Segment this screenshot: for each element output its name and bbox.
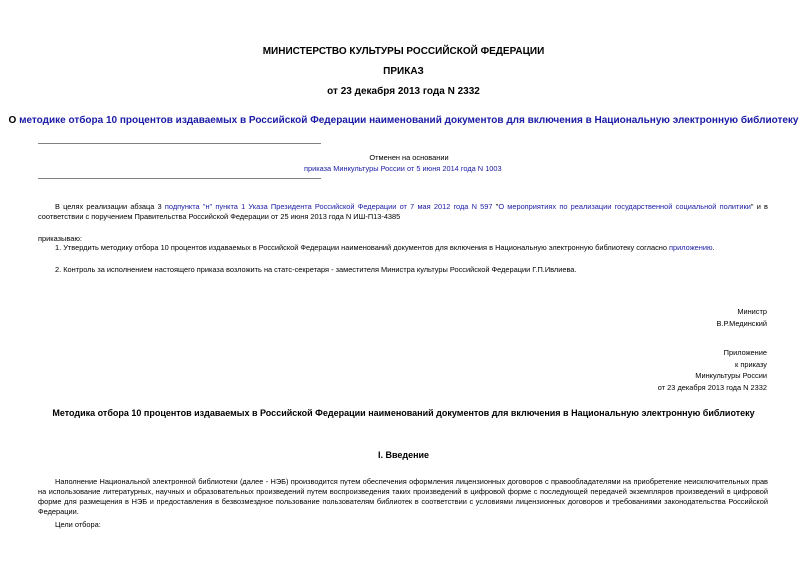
- appendix-line-3: Минкультуры России: [695, 371, 767, 380]
- preamble-text-3: " и в соответствии с поручением Правительства Российской Федерации от 25 июня 2013 года N ИШ-П13-4385: [38, 202, 768, 221]
- signature-position: Министр: [737, 307, 767, 316]
- order-verb: приказываю:: [38, 234, 82, 243]
- appendix-link[interactable]: приложению: [669, 243, 713, 252]
- signature-block: [717, 306, 767, 329]
- appendix-line-1: Приложение: [723, 348, 767, 357]
- signature-name: В.Р.Мединский: [716, 318, 767, 328]
- appendix-line-4: от 23 декабря 2013 года N 2332: [657, 382, 767, 392]
- order-item-1-text: 1. Утвердить методику отбора 10 процентов издаваемых в Российской Федерации наименований документов для включения в Национальную электронную библиотеку согласно: [55, 243, 670, 252]
- social-policy-link[interactable]: О мероприятиях по реализации государственной социальной политики: [498, 202, 751, 211]
- intro-paragraph: Наполнение Национальной электронной библиотеки (далее - НЭБ) производится путем обеспечения оформления лицензионных договоров с правообладателями на приобретение неисключительных прав на использование литературных, научных и образовательных произведений путем воспроизведения таких произведений в цифровой форме с последующей передачей экземпляров произведений в цифровой форме для размещения в НЭБ и предоставления в безвозмездное пользование пользователям библиотек в соответствии с условиями лицензионных договоров и требованиями законодательства Российской Федерации.: [38, 477, 768, 516]
- repeal-notice-link[interactable]: приказа Минкультуры России от 5 июня 2014 года N 1003: [304, 164, 502, 173]
- order-title-prefix: О: [8, 115, 20, 126]
- order-item-2: 2. Контроль за исполнением настоящего приказа возложить на статс-секретаря - заместителя Министра культуры Российской Федерации Г.П.Ивлиева.: [55, 265, 577, 274]
- order-title: [0, 115, 807, 126]
- doc-type-heading: ПРИКАЗ: [383, 66, 424, 77]
- separator-top: [38, 143, 321, 144]
- order-item-1: [55, 243, 715, 253]
- ministry-heading: МИНИСТЕРСТВО КУЛЬТУРЫ РОССИЙСКОЙ ФЕДЕРАЦИИ: [262, 46, 545, 57]
- methodology-title: Методика отбора 10 процентов издаваемых в Российской Федерации наименований документов для включения в Национальную электронную библиотеку: [52, 408, 755, 418]
- order-item-1-end: .: [712, 243, 715, 252]
- goals-label: Цели отбора:: [55, 520, 101, 529]
- section-heading-introduction: I. Введение: [377, 450, 430, 460]
- separator-bottom: [38, 178, 321, 179]
- preamble-text-2: ": [492, 202, 499, 211]
- preamble-paragraph: [38, 202, 768, 222]
- order-date-number: от 23 декабря 2013 года N 2332: [327, 86, 480, 97]
- preamble-text-1: В целях реализации абзаца 3: [55, 202, 165, 211]
- repeal-notice-label: Отменен на основании: [369, 153, 449, 162]
- appendix-block: [658, 347, 767, 393]
- appendix-line-2: к приказу: [735, 359, 767, 369]
- decree-link[interactable]: подпункта "н" пункта 1 Указа Президента Российской Федерации от 7 мая 2012 года N 597: [164, 202, 493, 211]
- order-title-link[interactable]: методике отбора 10 процентов издаваемых в Российской Федерации наименований документов для включения в Национальную электронную библиотеку: [19, 115, 799, 126]
